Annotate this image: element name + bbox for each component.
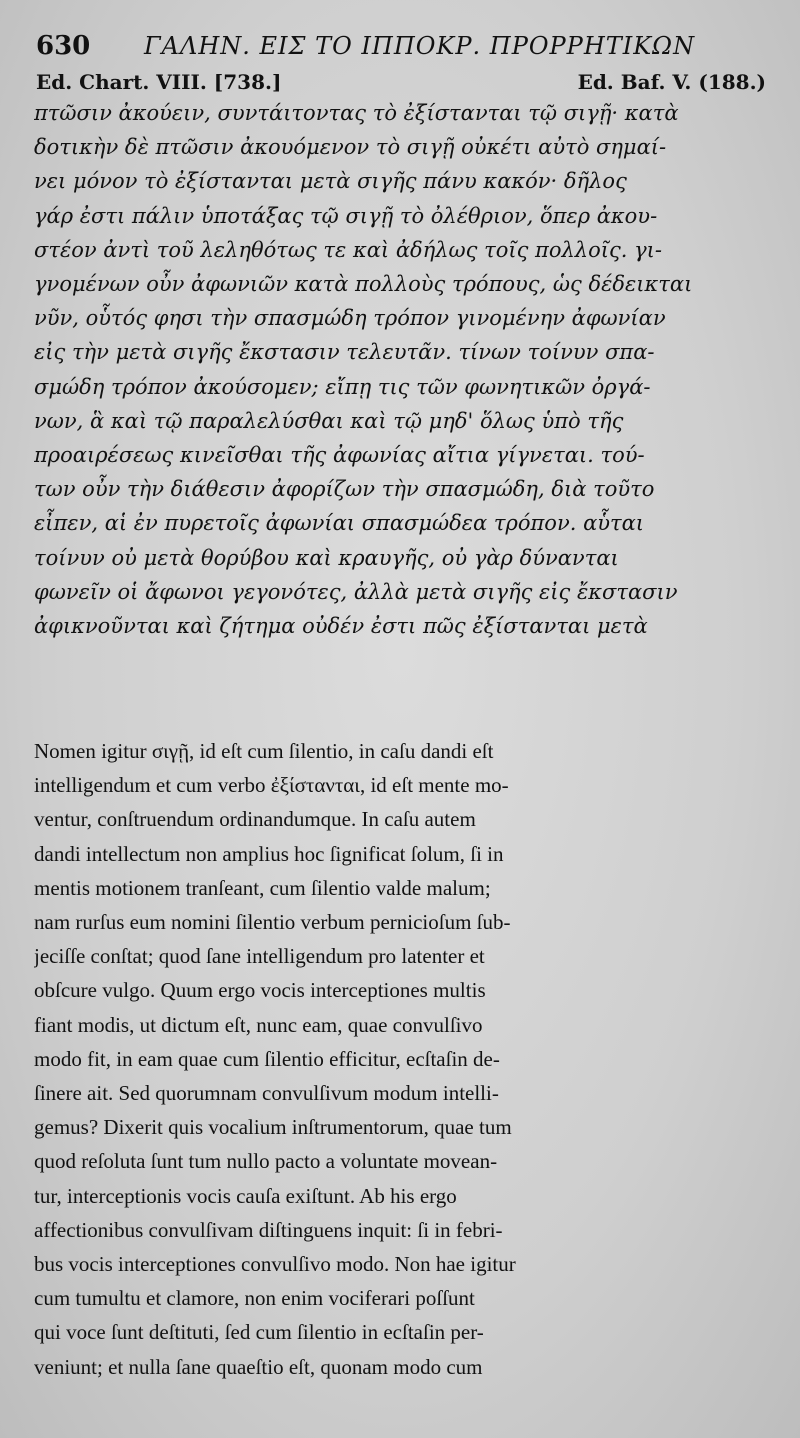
- greek-line: των οὖν τὴν διάθεσιν ἀφορίζων τὴν σπασμώδη, διὰ τοῦτο: [34, 477, 655, 502]
- latin-line: intelligendum et cum verbo ἐξίστανται, id eſt mente mo-: [34, 773, 509, 798]
- latin-line: qui voce ſunt deſtituti, ſed cum ſilentio in ecſtaſin per-: [34, 1320, 484, 1345]
- running-title: ΓΑΛΗΝ. ΕΙΣ ΤΟ ΙΠΠΟΚΡ. ΠΡΟΡΡΗΤΙΚΩΝ: [144, 32, 696, 60]
- latin-line: dandi intellectum non amplius hoc ſignificat ſolum, ſi in: [34, 841, 504, 866]
- greek-text-block: [34, 96, 764, 643]
- latin-line: tur, interceptionis vocis cauſa exiſtunt. Ab his ergo: [34, 1183, 457, 1208]
- greek-line: γάρ ἐστι πάλιν ὑποτάξας τῷ σιγῇ τὸ ὀλέθριον, ὅπερ ἀκου-: [34, 203, 658, 228]
- latin-line: cum tumultu et clamore, non enim vociferari poſſunt: [34, 1286, 475, 1311]
- greek-line: προαιρέσεως κινεῖσθαι τῆς ἀφωνίας αἴτια γίγνεται. τού-: [34, 443, 645, 468]
- page-number: 630: [36, 31, 91, 61]
- latin-line: obſcure vulgo. Quum ergo vocis interceptiones multis: [34, 978, 486, 1003]
- greek-line: ἀφικνοῦνται καὶ ζήτημα οὐδέν ἐστι πῶς ἐξίστανται μετὰ: [34, 614, 648, 639]
- latin-line: nam rurſus eum nomini ſilentio verbum pernicioſum ſub-: [34, 910, 511, 935]
- greek-line: εἶπεν, αἱ ἐν πυρετοῖς ἀφωνίαι σπασμώδεα τρόπον. αὗται: [34, 511, 645, 536]
- latin-translation-block: [34, 734, 764, 1384]
- greek-line: γνομένων οὖν ἀφωνιῶν κατὰ πολλοὺς τρόπους, ὡς δέδεικται: [34, 272, 693, 297]
- latin-line: bus vocis interceptiones convulſivo modo. Non hae igitur: [34, 1252, 516, 1277]
- latin-line: modo fit, in eam quae cum ſilentio efficitur, ecſtaſin de-: [34, 1046, 500, 1071]
- greek-line: στέον ἀντὶ τοῦ λεληθότως τε καὶ ἀδήλως τοῖς πολλοῖς. γι-: [34, 237, 662, 262]
- greek-line: νει μόνον τὸ ἐξίστανται μετὰ σιγῆς πάνυ κακόν· δῆλος: [34, 169, 627, 194]
- greek-line: φωνεῖν οἱ ἄφωνοι γεγονότες, ἀλλὰ μετὰ σιγῆς εἰς ἔκστασιν: [34, 579, 678, 604]
- latin-line: jeciſſe conſtat; quod ſane intelligendum pro latenter et: [34, 944, 485, 969]
- latin-line: veniunt; et nulla ſane quaeſtio eſt, quonam modo cum: [34, 1354, 483, 1379]
- latin-line: quod reſoluta ſunt tum nullo pacto a voluntate movean-: [34, 1149, 498, 1174]
- latin-line: fiant modis, ut dictum eſt, nunc eam, quae convulſivo: [34, 1012, 483, 1037]
- greek-line: τοίνυν οὐ μετὰ θορύβου καὶ κραυγῆς, οὐ γὰρ δύνανται: [34, 545, 619, 570]
- greek-line: σμώδη τρόπον ἀκούσομεν; εἴπῃ τις τῶν φωνητικῶν ὀργά-: [34, 374, 651, 399]
- greek-line: πτῶσιν ἀκούειν, συντάιτοντας τὸ ἐξίστανται τῷ σιγῇ· κατὰ: [34, 101, 679, 125]
- greek-line: νῦν, οὗτός φησι τὴν σπασμώδη τρόπον γινομένην ἀφωνίαν: [34, 306, 666, 331]
- latin-line: ventur, conſtruendum ordinandumque. In caſu autem: [34, 807, 476, 832]
- latin-line: affectionibus convulſivam diſtinguens inquit: ſi in febri-: [34, 1217, 503, 1242]
- latin-line: gemus? Dixerit quis vocalium inſtrumentorum, quae tum: [34, 1115, 512, 1140]
- edition-chartier-ref: Ed. Chart. VIII. [738.]: [36, 70, 282, 94]
- latin-line: mentis motionem tranſeant, cum ſilentio valde malum;: [34, 875, 491, 900]
- greek-line: δοτικὴν δὲ πτῶσιν ἀκουόμενον τὸ σιγῇ οὐκέτι αὐτὸ σημαί-: [34, 135, 667, 160]
- latin-line: ſinere ait. Sed quorumnam convulſivum modum intelli-: [34, 1081, 499, 1106]
- edition-basel-ref: Ed. Baf. V. (188.): [577, 70, 766, 94]
- greek-line: νων, ἃ καὶ τῷ παραλελύσθαι καὶ τῷ μηδ' ὅλως ὑπὸ τῆς: [34, 408, 624, 433]
- greek-line: εἰς τὴν μετὰ σιγῆς ἔκστασιν τελευτᾶν. τίνων τοίνυν σπα-: [34, 340, 655, 365]
- latin-line: Nomen igitur σιγῇ, id eſt cum ſilentio, in caſu dandi eſt: [34, 739, 494, 763]
